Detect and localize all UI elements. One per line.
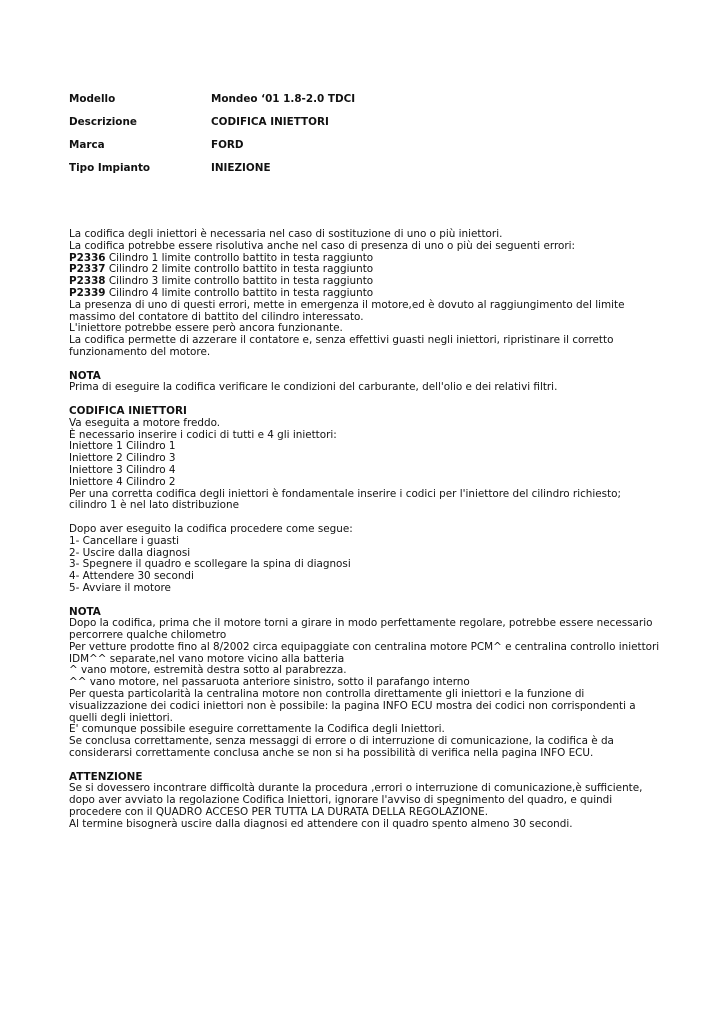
error-text: Cilindro 3 limite controllo battito in testa raggiunto [105, 275, 374, 288]
paragraph-line: È necessario inserire i codici di tutti e 4 gli iniettori: [69, 428, 337, 441]
info-row-tipo-impianto [69, 162, 669, 185]
section-heading-attenzione: ATTENZIONE [69, 770, 143, 783]
paragraph-line: IDM^^ separate,nel vano motore vicino alla batteria [69, 652, 345, 665]
info-value: FORD [211, 139, 244, 151]
paragraph-line: Se conclusa correttamente, senza messaggi di errore o di interruzione di comunicazione, la codifica è da [69, 735, 614, 748]
paragraph-line: Se si dovessero incontrare difficoltà durante la procedura ,errori o interruzione di comunicazione,è sufficiente, [69, 782, 643, 795]
paragraph-line: percorrere qualche chilometro [69, 629, 227, 642]
injector-mapping: Iniettore 3 Cilindro 4 [69, 463, 176, 476]
paragraph-line: ^ vano motore, estremità destra sotto al parabrezza. [69, 664, 347, 677]
paragraph-line: L'iniettore potrebbe essere però ancora funzionante. [69, 322, 343, 335]
info-value: CODIFICA INIETTORI [211, 116, 329, 128]
intro-line: La codifica potrebbe essere risolutiva anche nel caso di presenza di uno o più dei seguenti errori: [69, 239, 576, 252]
procedure-step: 2- Uscire dalla diagnosi [69, 546, 191, 559]
paragraph-line: Per vetture prodotte fino al 8/2002 circa equipaggiate con centralina motore PCM^ e centralina controllo iniettori [69, 640, 660, 653]
paragraph-line: quelli degli iniettori. [69, 711, 173, 724]
paragraph-line: Va eseguita a motore freddo. [69, 416, 221, 429]
procedure-step: 4- Attendere 30 secondi [69, 570, 194, 583]
procedure-intro: Dopo aver eseguito la codifica procedere come segue: [69, 522, 353, 535]
info-label: Modello [69, 93, 116, 105]
paragraph-line: Dopo la codifica, prima che il motore torni a girare in modo perfettamente regolare, potrebbe essere necessario [69, 617, 653, 630]
info-label: Tipo Impianto [69, 162, 151, 174]
error-item [69, 288, 659, 300]
section-heading-codifica: CODIFICA INIETTORI [69, 404, 187, 417]
paragraph-line: Prima di eseguire la codifica verificare le condizioni del carburante, dell'olio e dei relativi filtri. [69, 381, 558, 394]
paragraph-line: considerarsi correttamente conclusa anche se non si ha possibilità di verifica nella pagina INFO ECU. [69, 747, 594, 760]
paragraph-line: dopo aver avviato la regolazione Codifica Iniettori, ignorare l'avviso di spegnimento del quadro, e quindi [69, 794, 613, 807]
info-row-descrizione [69, 116, 669, 139]
error-code: P2339 [69, 286, 106, 299]
paragraph-line: La codifica permette di azzerare il contatore e, senza effettivi guasti negli iniettori, ripristinare il corretto [69, 334, 614, 347]
error-code: P2338 [69, 275, 106, 288]
paragraph-line: visualizzazione dei codici iniettori non è possibile: la pagina INFO ECU mostra dei codici non corrispondenti a [69, 699, 636, 712]
paragraph-line: massimo del contatore di battito del cilindro interessato. [69, 310, 364, 323]
info-row-modello [69, 93, 669, 116]
error-code: P2336 [69, 251, 106, 264]
paragraph-line: E' comunque possibile eseguire correttamente la Codifica degli Iniettori. [69, 723, 445, 736]
paragraph-line: procedere con il QUADRO ACCESO PER TUTTA LA DURATA DELLA REGOLAZIONE. [69, 806, 488, 819]
info-row-marca [69, 139, 669, 162]
info-table [69, 93, 669, 185]
paragraph-line: cilindro 1 è nel lato distribuzione [69, 499, 240, 512]
error-code: P2337 [69, 263, 106, 276]
procedure-step: 5- Avviare il motore [69, 581, 171, 594]
paragraph-line: Per questa particolarità la centralina motore non controlla direttamente gli iniettori e la funzione di [69, 688, 585, 701]
paragraph-line: funzionamento del motore. [69, 345, 211, 358]
info-label: Marca [69, 139, 105, 151]
injector-mapping: Iniettore 4 Cilindro 2 [69, 475, 176, 488]
paragraph-line: La presenza di uno di questi errori, mette in emergenza il motore,ed è dovuto al raggiungimento del limite [69, 298, 625, 311]
info-value: Mondeo ‘01 1.8-2.0 TDCI [211, 93, 356, 105]
section-heading-nota: NOTA [69, 369, 101, 382]
section-heading-nota: NOTA [69, 605, 101, 618]
intro-line: La codifica degli iniettori è necessaria nel caso di sostituzione di uno o più iniettori. [69, 228, 503, 240]
error-text: Cilindro 4 limite controllo battito in testa raggiunto [105, 286, 374, 299]
error-text: Cilindro 1 limite controllo battito in testa raggiunto [105, 251, 374, 264]
info-label: Descrizione [69, 116, 137, 128]
paragraph-line: Al termine bisognerà uscire dalla diagnosi ed attendere con il quadro spento almeno 30 secondi. [69, 817, 573, 830]
info-value: INIEZIONE [211, 162, 271, 174]
procedure-step: 1- Cancellare i guasti [69, 534, 179, 547]
procedure-step: 3- Spegnere il quadro e scollegare la spina di diagnosi [69, 558, 351, 571]
error-text: Cilindro 2 limite controllo battito in testa raggiunto [105, 263, 374, 276]
injector-mapping: Iniettore 1 Cilindro 1 [69, 440, 176, 453]
paragraph-line: Per una corretta codifica degli iniettori è fondamentale inserire i codici per l'iniettore del cilindro richiesto; [69, 487, 622, 500]
injector-mapping: Iniettore 2 Cilindro 3 [69, 452, 176, 465]
document-body [69, 229, 659, 831]
paragraph-line: ^^ vano motore, nel passaruota anteriore sinistro, sotto il parafango interno [69, 676, 470, 689]
